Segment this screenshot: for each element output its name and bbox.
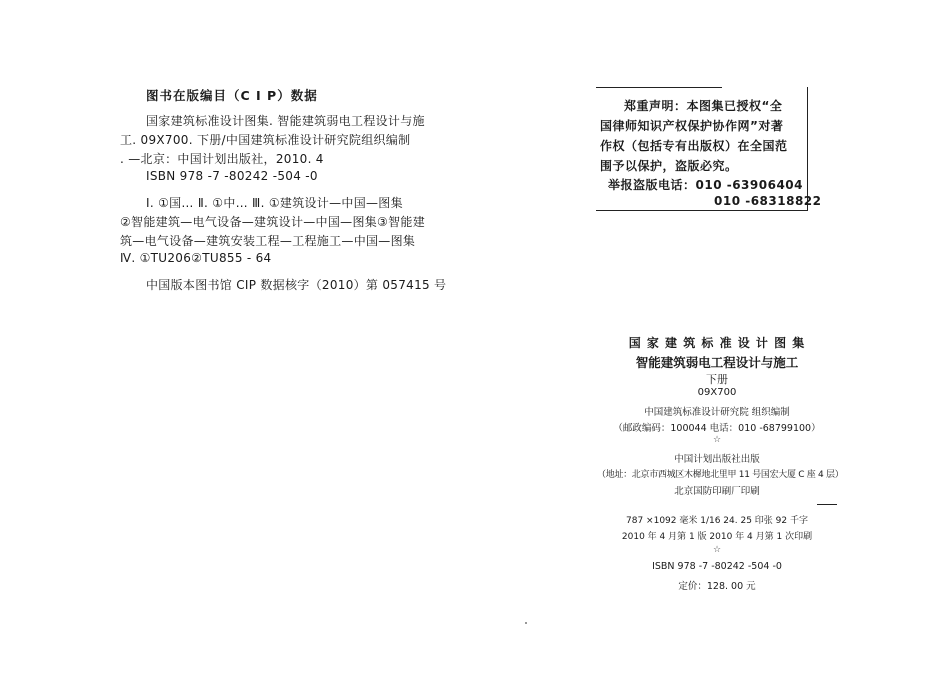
box-top-border xyxy=(596,87,722,88)
cip-record-number: 中国版本图书馆 CIP 数据核字（2010）第 057415 号 xyxy=(146,278,447,292)
report-phone: 举报盗版电话：010 -63906404 xyxy=(608,178,804,192)
cip-line: 工. 09X700. 下册/中国建筑标准设计研究院组织编制 xyxy=(120,133,411,147)
report-phone: 010 -68318822 xyxy=(714,194,822,208)
star-divider: ☆ xyxy=(712,545,722,555)
cip-line: 筑—电气设备—建筑安装工程—工程施工—中国—图集 xyxy=(120,234,416,248)
cip-line: Ⅳ. ①TU206②TU855 - 64 xyxy=(120,251,272,265)
cip-title: 图书在版编目（C I P）数据 xyxy=(146,88,318,103)
cip-line: 国家建筑标准设计图集. 智能建筑弱电工程设计与施 xyxy=(146,114,425,128)
cip-line: ②智能建筑—电气设备—建筑设计—中国—图集③智能建 xyxy=(120,215,426,229)
edition: 2010 年 4 月第 1 版 2010 年 4 月第 1 次印刷 xyxy=(621,532,813,542)
copyright-line: 郑重声明：本图集已授权“全 xyxy=(624,99,783,113)
volume: 下册 xyxy=(706,373,728,386)
series-name: 国 家 建 筑 标 准 设 计 图 集 xyxy=(628,336,806,350)
cip-line: Ⅰ. ①国… Ⅱ. ①中… Ⅲ. ①建筑设计—中国—图集 xyxy=(146,196,403,210)
star-divider: ☆ xyxy=(712,435,722,445)
code: 09X700 xyxy=(697,387,737,398)
cip-isbn: ISBN 978 -7 -80242 -504 -0 xyxy=(146,169,318,183)
copyright-line: 围予以保护，盗版必究。 xyxy=(600,159,738,173)
isbn: ISBN 978 -7 -80242 -504 -0 xyxy=(652,561,782,572)
printer: 北京国防印刷厂印刷 xyxy=(674,486,760,497)
cip-line: . —北京：中国计划出版社，2010. 4 xyxy=(120,152,324,166)
copyright-line: 国律师知识产权保护协作网”对著 xyxy=(600,119,784,133)
box-bottom-border xyxy=(596,210,808,211)
editor-contact: （邮政编码：100044 电话：010 -68799100） xyxy=(613,423,821,434)
address: （地址：北京市西城区木樨地北里甲 11 号国宏大厦 C 座 4 层） xyxy=(597,470,844,480)
price: 定价：128. 00 元 xyxy=(678,581,756,592)
book-title: 智能建筑弱电工程设计与施工 xyxy=(635,355,799,370)
box-right-border xyxy=(807,87,808,211)
editor: 中国建筑标准设计研究院 组织编制 xyxy=(644,407,790,418)
page-mark xyxy=(525,622,527,624)
copyright-notice-box xyxy=(596,87,822,211)
format: 787 ×1092 毫米 1/16 24. 25 印张 92 千字 xyxy=(626,516,808,526)
publisher: 中国计划出版社出版 xyxy=(674,454,760,465)
copyright-line: 作权（包括专有出版权）在全国范 xyxy=(600,139,788,153)
divider-rule xyxy=(817,504,837,505)
